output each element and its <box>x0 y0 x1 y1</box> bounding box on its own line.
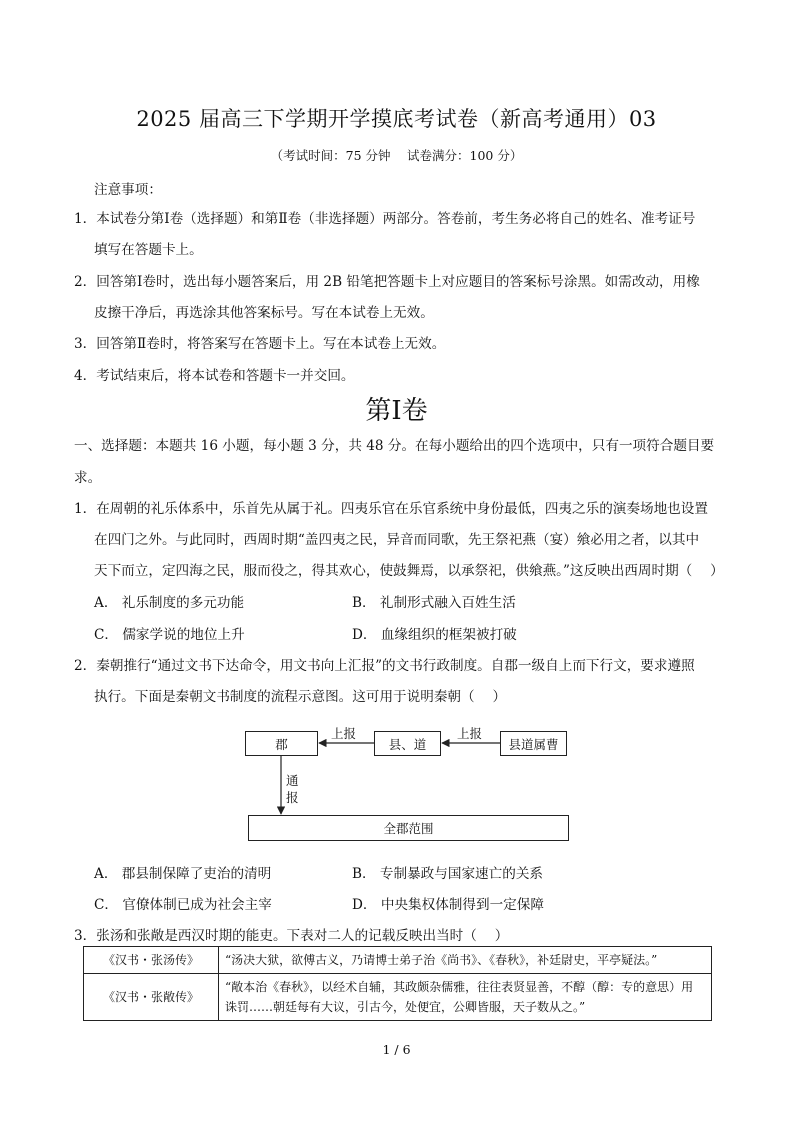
section-intro-cont: 求。 <box>74 470 102 486</box>
note-line: 4．考试结束后，将本试卷和答题卡一并交回。 <box>74 368 355 384</box>
table-cell-text: “敞本治《春秋》，以经术自辅，其政颇杂儒雅，往往表贤显善，不醇（醇：专的意思）用诛罚……朝廷每有大议，引古今，处便宜，公卿皆服，天子数从之。” <box>219 974 712 1021</box>
table-cell-source: 《汉书・张敞传》 <box>84 974 219 1021</box>
q2-option-c: C． 官僚体制已成为社会主宰 <box>94 897 272 913</box>
question-2-line: 2．秦朝推行“通过文书下达命令，用文书向上汇报”的文书行政制度。自郡一级自上而下行文，要求遵照 <box>74 658 695 674</box>
q1-option-c: C． 儒家学说的地位上升 <box>94 627 245 643</box>
table-row <box>84 947 712 974</box>
box-xian-dao: 县、道 <box>374 731 441 756</box>
question-3-line: 3．张汤和张敞是西汉时期的能吏。下表对二人的记载反映出当时（ ） <box>74 928 509 944</box>
page-number: 1 / 6 <box>382 1042 411 1057</box>
note-line: 3．回答第Ⅱ卷时，将答案写在答题卡上。写在本试卷上无效。 <box>74 336 446 352</box>
box-quanjun-fanwei: 全郡范围 <box>248 815 569 841</box>
records-table <box>83 946 712 1021</box>
question-1-line: 天下而立，定四海之民，服而役之，得其欢心，使鼓舞焉，以承祭祀，供飨燕。”这反映出西周时期（ ） <box>94 563 724 579</box>
note-line: 2．回答第Ⅰ卷时，选出每小题答案后，用 2B 铅笔把答题卡上对应题目的答案标号涂黑。如需改动，用橡 <box>74 274 700 290</box>
notes-heading: 注意事项： <box>94 182 162 198</box>
page-title: 2025 届高三下学期开学摸底考试卷（新高考通用）03 <box>136 107 657 131</box>
question-2-line: 执行。下面是秦朝文书制度的流程示意图。这可用于说明秦朝（ ） <box>94 689 507 705</box>
table-cell-text: “汤决大狱，欲傅古义，乃请博士弟子治《尚书》、《春秋》，补廷尉史，平亭疑法。” <box>219 947 712 974</box>
question-1-line: 在四门之外。与此同时，西周时期“盖四夷之民，异音而同歌，先王祭祀燕（宴）飨必用之者，以其中 <box>94 532 700 548</box>
q1-option-d: D． 血缘组织的框架被打破 <box>352 627 517 643</box>
note-line: 填写在答题卡上。 <box>94 242 203 258</box>
q2-option-a: A． 郡县制保障了吏治的清明 <box>94 866 272 882</box>
q2-option-b: B． 专制暴政与国家速亡的关系 <box>352 866 544 882</box>
q1-option-a: A． 礼乐制度的多元功能 <box>94 595 245 611</box>
label-shangbao-1: 上报 <box>331 726 357 741</box>
box-xiandao-shucao: 县道属曹 <box>500 731 567 756</box>
note-line: 皮擦干净后，再选涂其他答案标号。写在本试卷上无效。 <box>94 305 434 321</box>
q2-option-d: D． 中央集权体制得到一定保障 <box>352 897 544 913</box>
box-jun: 郡 <box>245 731 318 756</box>
label-shangbao-2: 上报 <box>457 726 483 741</box>
exam-info: （考试时间：75 分钟 试卷满分：100 分） <box>270 148 523 163</box>
section-intro: 一、选择题：本题共 16 小题，每小题 3 分，共 48 分。在每小题给出的四个选项中，只有一项符合题目要 <box>74 438 715 454</box>
note-line: 1．本试卷分第Ⅰ卷（选择题）和第Ⅱ卷（非选择题）两部分。答卷前，考生务必将自己的姓名、准考证号 <box>74 211 696 227</box>
question-1-line: 1．在周朝的礼乐体系中，乐首先从属于礼。四夷乐官在乐官系统中身份最低，四夷之乐的演奏场地也设置 <box>74 501 708 517</box>
label-tongbao-1: 通 <box>286 773 299 788</box>
label-tongbao-2: 报 <box>286 790 299 805</box>
q1-option-b: B． 礼制形式融入百姓生活 <box>352 595 516 611</box>
table-cell-source: 《汉书・张汤传》 <box>84 947 219 974</box>
section-title: 第Ⅰ卷 <box>365 396 428 426</box>
table-row <box>84 974 712 1021</box>
